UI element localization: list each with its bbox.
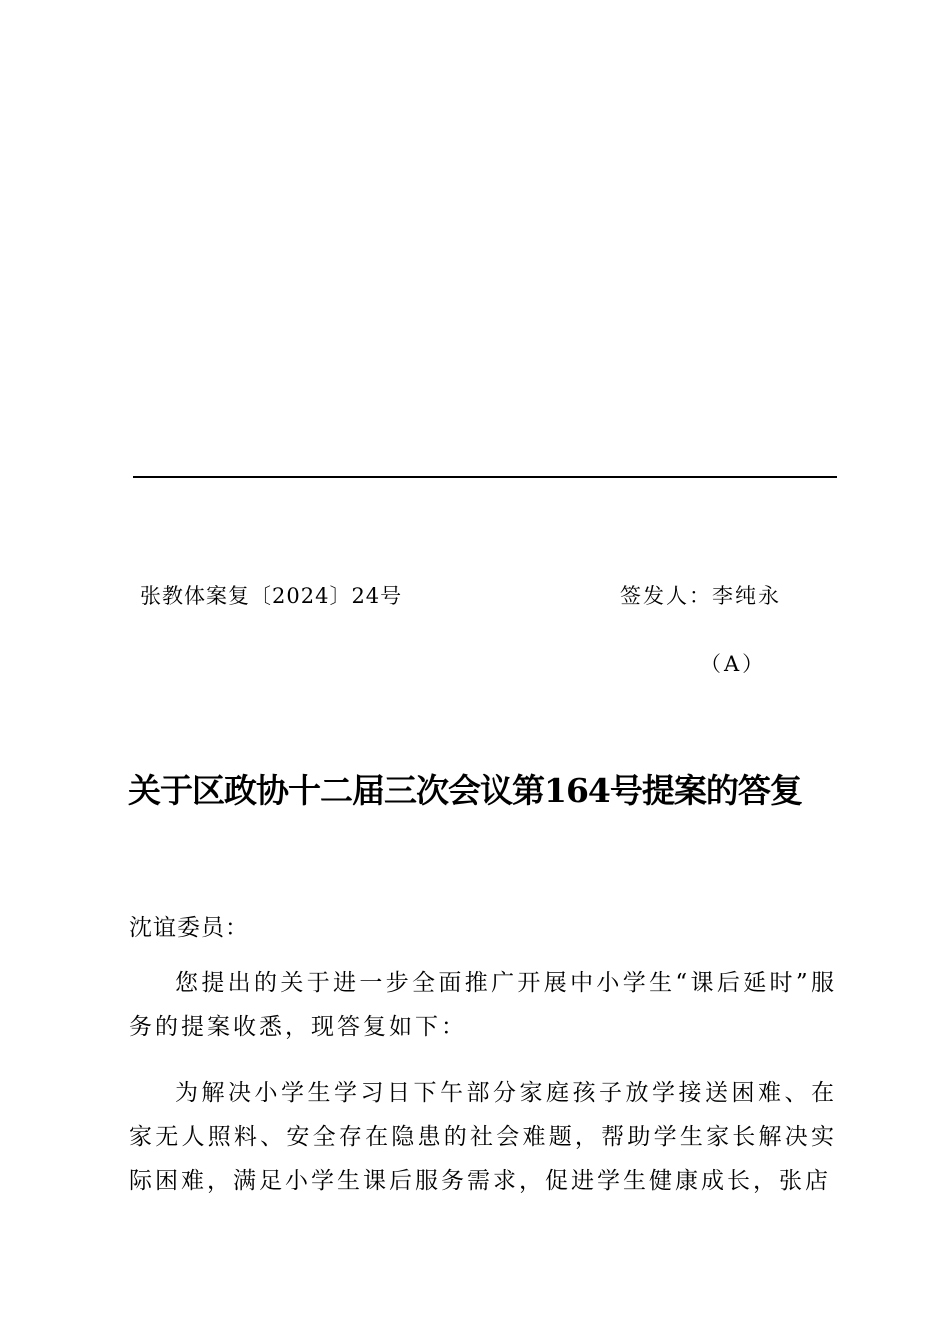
body-paragraph-2: 为解决小学生学习日下午部分家庭孩子放学接送困难、在家无人照料、安全存在隐患的社会难题，帮助学生家长解决实际困难，满足小学生课后服务需求，促进学生健康成长，张店 xyxy=(129,1080,837,1194)
body-paragraph-1: 您提出的关于进一步全面推广开展中小学生“课后延时”服务的提案收悉，现答复如下： xyxy=(129,970,837,1040)
document-grade: （A） xyxy=(700,652,767,676)
salutation: 沈谊委员： xyxy=(129,915,249,941)
header-divider-line xyxy=(133,476,837,478)
document-number: 张教体案复〔2024〕24号 xyxy=(140,584,403,608)
document-title: 关于区政协十二届三次会议第164号提案的答复 xyxy=(128,771,802,810)
signer-line: 签发人：李纯永 xyxy=(620,584,781,608)
